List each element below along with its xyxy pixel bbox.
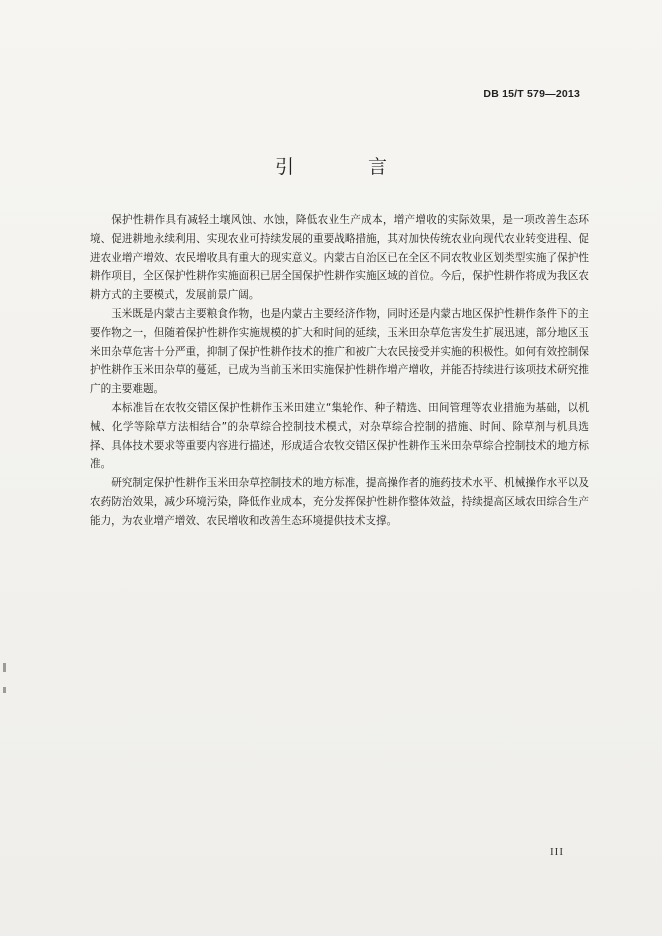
paragraph: 研究制定保护性耕作玉米田杂草控制技术的地方标准，提高操作者的施药技术水平、机械操作水平以及农药防治效果，减少环境污染，降低作业成本，充分发挥保护性耕作整体效益，持续提高区域农田综合生产能力，为农业增产增效、农民增收和改善生态环境提供技术支撑。 xyxy=(90,477,589,527)
page-number: III xyxy=(550,846,564,858)
page-title: 引 言 xyxy=(274,156,422,178)
scan-edge-mark xyxy=(3,663,6,672)
paragraph: 玉米既是内蒙古主要粮食作物，也是内蒙古主要经济作物，同时还是内蒙古地区保护性耕作条件下的主要作物之一，但随着保护性耕作实施规模的扩大和时间的延续，玉米田杂草危害发生扩展迅速，部分地区玉米田杂草危害十分严重，抑制了保护性耕作技术的推广和被广大农民接受并实施的积极性。如何有效控制保护性耕作玉米田杂草的蔓延，已成为当前玉米田实施保护性耕作增产增收，并能否持续进行该项技术研究推广的主要难题。 xyxy=(90,307,589,396)
paragraph: 本标准旨在农牧交错区保护性耕作玉米田建立“集轮作、种子精选、田间管理等农业措施为基础，以机械、化学等除草方法相结合”的杂草综合控制技术模式，对杂草综合控制的措施、时间、除草剂与机具选择、具体技术要求等重要内容进行描述，形成适合农牧交错区保护性耕作玉米田杂草综合控制技术的地方标准。 xyxy=(90,401,589,471)
paragraph: 保护性耕作具有减轻土壤风蚀、水蚀，降低农业生产成本，增产增收的实际效果，是一项改善生态环境、促进耕地永续利用、实现农业可持续发展的重要战略措施，其对加快传统农业向现代农业转变进程、促进农业增产增效、农民增收具有重大的现实意义。内蒙古自治区已在全区不同农牧业区划类型实施了保护性耕作项目，全区保护性耕作实施面积已居全国保护性耕作实施区域的首位。今后，保护性耕作将成为我区农耕方式的主要模式，发展前景广阔。 xyxy=(90,214,589,302)
standard-code: DB 15/T 579—2013 xyxy=(483,88,580,100)
scan-edge-mark xyxy=(3,687,6,693)
introduction-body xyxy=(90,211,589,531)
